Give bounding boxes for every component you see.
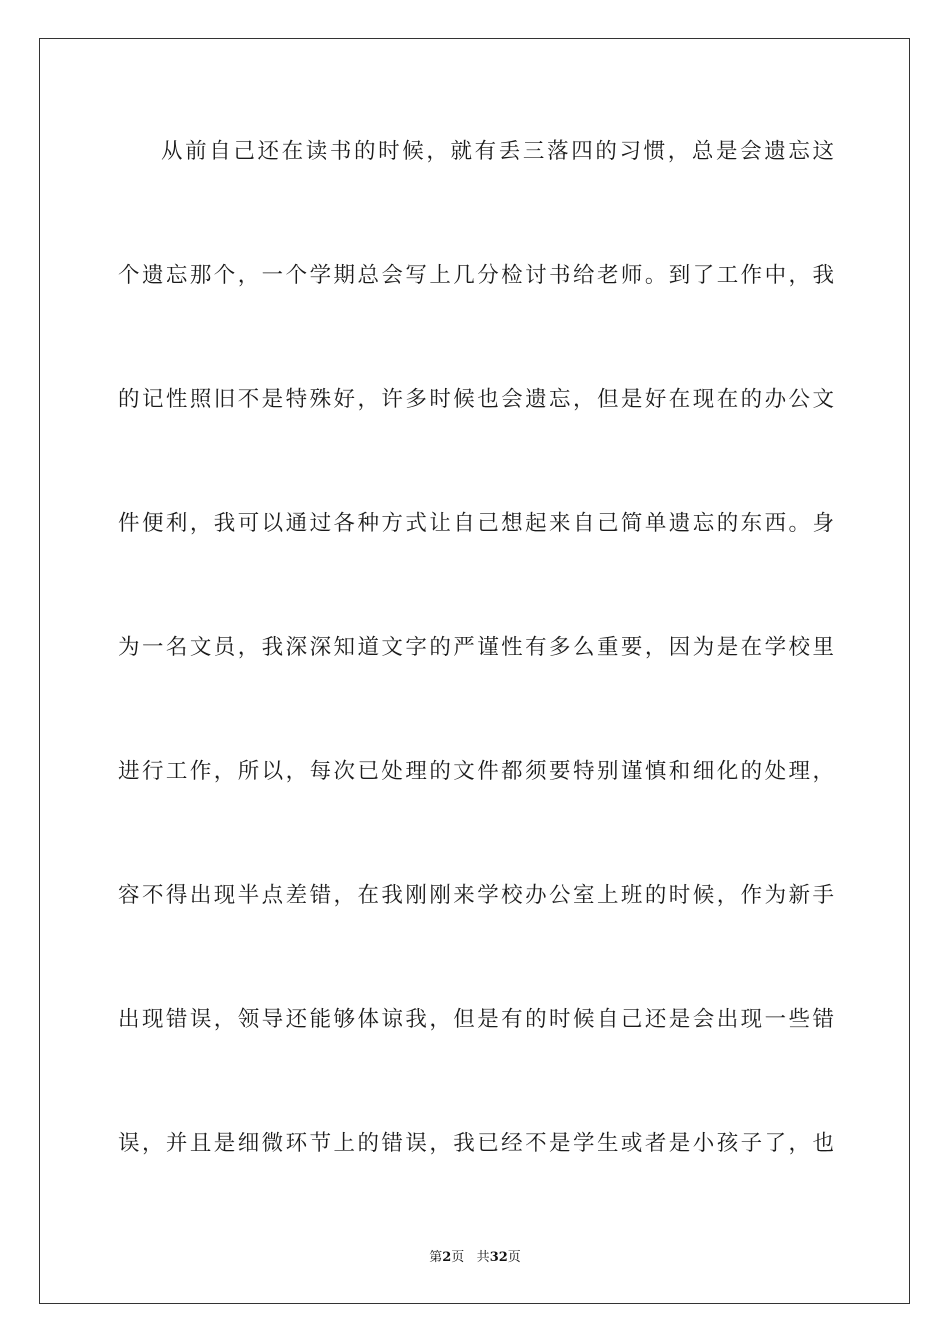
text-line: 个遗忘那个，一个学期总会写上几分检讨书给老师。到了工作中，我 (118, 263, 834, 288)
text-line: 从前自己还在读书的时候，就有丢三落四的习惯，总是会遗忘这 (161, 139, 834, 164)
text-line: 容不得出现半点差错，在我刚刚来学校办公室上班的时候，作为新手 (118, 883, 834, 908)
page-prefix: 第 (429, 1250, 443, 1265)
text-line: 误，并且是细微环节上的错误，我已经不是学生或者是小孩子了，也 (118, 1131, 834, 1156)
total-prefix: 共 (476, 1250, 490, 1265)
text-line: 进行工作，所以，每次已处理的文件都须要特别谨慎和细化的处理， (118, 759, 834, 784)
text-line: 件便利，我可以通过各种方式让自己想起来自己简单遗忘的东西。身 (118, 511, 834, 536)
text-line: 出现错误，领导还能够体谅我，但是有的时候自己还是会出现一些错 (118, 1007, 834, 1032)
total-suffix: 页 (507, 1250, 521, 1265)
page-suffix: 页 (451, 1250, 465, 1265)
text-line: 为一名文员，我深深知道文字的严谨性有多么重要，因为是在学校里 (118, 635, 834, 660)
body-text (118, 124, 834, 1240)
page-footer (0, 1246, 950, 1265)
page-number: 2 (442, 1250, 452, 1265)
text-line: 的记性照旧不是特殊好，许多时候也会遗忘，但是好在现在的办公文 (118, 387, 834, 412)
total-pages: 32 (489, 1250, 508, 1265)
